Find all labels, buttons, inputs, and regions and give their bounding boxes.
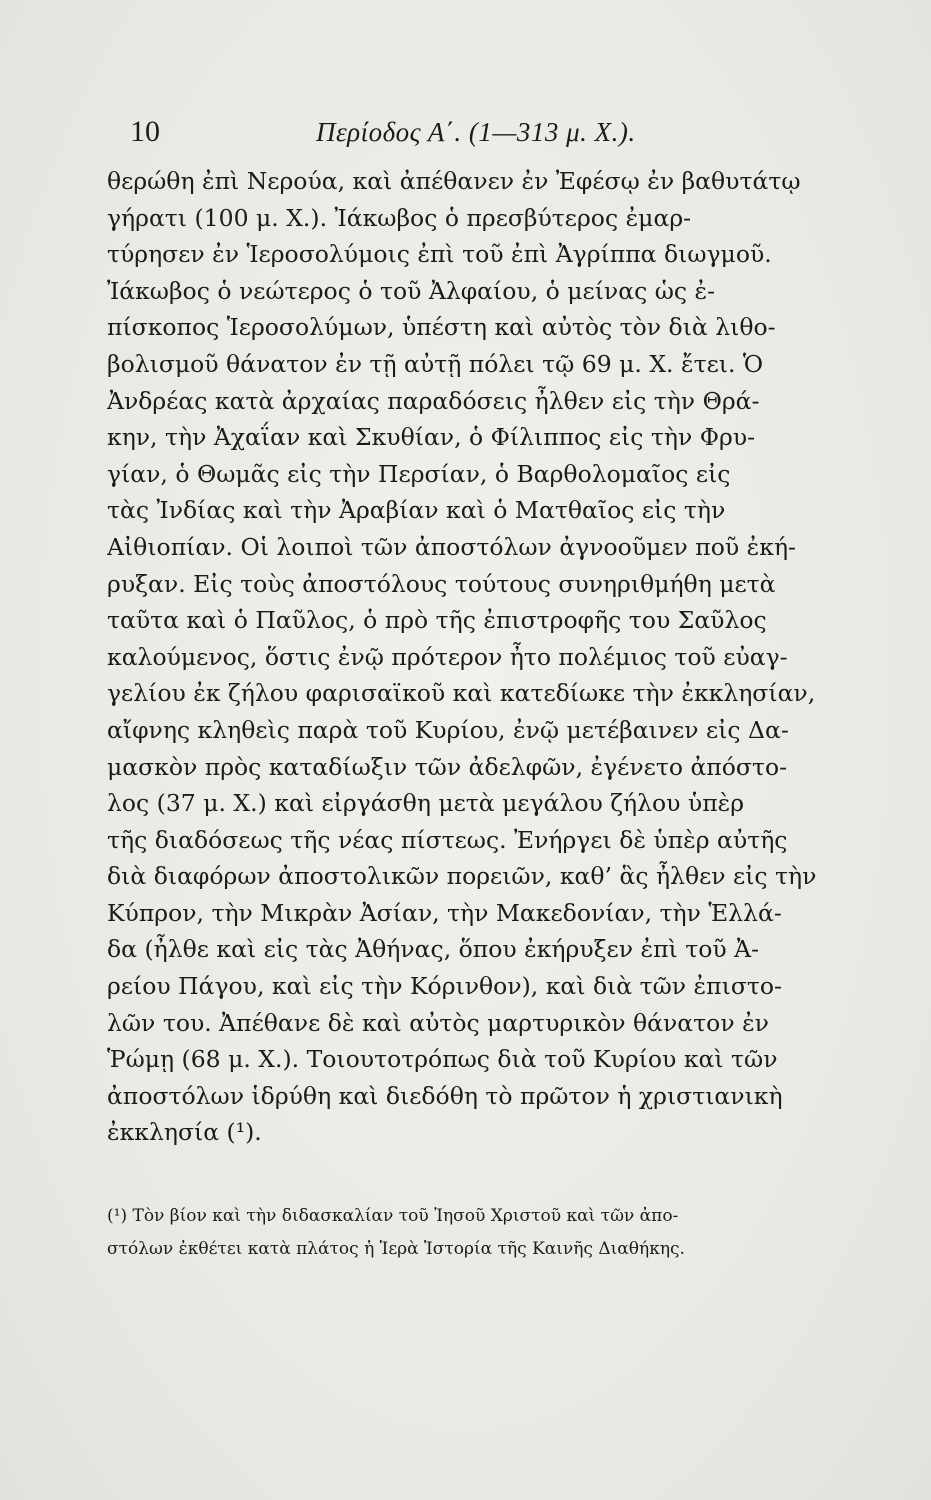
text-line: Ῥώμῃ (68 μ. Χ.). Τοιουτοτρόπως διὰ τοῦ Κυρίου καὶ τῶν xyxy=(107,1045,778,1074)
text-line: πίσκοπος Ἱεροσολύμων, ὑπέστη καὶ αὐτὸς τὸν διὰ λιθο- xyxy=(107,313,776,342)
text-line: ρυξαν. Εἰς τοὺς ἀποστόλους τούτους συνηριθμήθη μετὰ xyxy=(107,569,776,598)
running-head: Περίοδος Α΄. (1—313 μ. Χ.). xyxy=(316,117,636,147)
text-line: Ἰάκωβος ὁ νεώτερος ὁ τοῦ Ἀλφαίου, ὁ μείνας ὡς ἐ- xyxy=(107,276,716,305)
text-line: λος (37 μ. Χ.) καὶ εἰργάσθη μετὰ μεγάλου ζήλου ὑπὲρ xyxy=(107,789,745,818)
text-line: γίαν, ὁ Θωμᾶς εἰς τὴν Περσίαν, ὁ Βαρθολομαῖος εἰς xyxy=(107,459,731,488)
text-line: καλούμενος, ὅστις ἐνῷ πρότερον ἦτο πολέμιος τοῦ εὐαγ- xyxy=(107,642,788,671)
text-line: βολισμοῦ θάνατον ἐν τῇ αὐτῇ πόλει τῷ 69 μ. Χ. ἔτει. Ὁ xyxy=(107,349,764,378)
text-line: θερώθη ἐπὶ Νερούα, καὶ ἀπέθανεν ἐν Ἐφέσῳ ἐν βαθυτάτῳ xyxy=(107,167,801,195)
page-header xyxy=(130,112,830,152)
text-line: λῶν του. Ἀπέθανε δὲ καὶ αὐτὸς μαρτυρικὸν θάνατον ἐν xyxy=(107,1008,769,1037)
text-line: αἴφνης κληθεὶς παρὰ τοῦ Κυρίου, ἐνῷ μετέβαινεν εἰς Δα- xyxy=(107,715,789,744)
text-line: γήρατι (100 μ. Χ.). Ἰάκωβος ὁ πρεσβύτερος ἐμαρ- xyxy=(107,203,692,232)
main-text-block xyxy=(107,163,827,1151)
text-line: ἐκκλησία (¹). xyxy=(107,1118,262,1147)
text-line: Κύπρον, τὴν Μικρὰν Ἀσίαν, τὴν Μακεδονίαν, τὴν Ἑλλά- xyxy=(107,898,782,927)
text-line: κην, τὴν Ἀχαΐαν καὶ Σκυθίαν, ὁ Φίλιππος εἰς τὴν Φρυ- xyxy=(107,423,756,452)
text-line: τῆς διαδόσεως τῆς νέας πίστεως. Ἐνήργει δὲ ὑπὲρ αὐτῆς xyxy=(107,825,788,854)
text-line: γελίου ἐκ ζήλου φαρισαϊκοῦ καὶ κατεδίωκε τὴν ἐκκλησίαν, xyxy=(107,679,816,708)
page-number: 10 xyxy=(130,115,160,148)
text-line: διὰ διαφόρων ἀποστολικῶν πορειῶν, καθ’ ἃς ἦλθεν εἰς τὴν xyxy=(107,862,817,891)
text-line: τύρησεν ἐν Ἱεροσολύμοις ἐπὶ τοῦ ἐπὶ Ἀγρίππα διωγμοῦ. xyxy=(107,240,772,269)
text-line: Ἀνδρέας κατὰ ἀρχαίας παραδόσεις ἦλθεν εἰς τὴν Θρά- xyxy=(107,386,760,415)
text-line: δα (ἦλθε καὶ εἰς τὰς Ἀθήνας, ὅπου ἐκήρυξεν ἐπὶ τοῦ Ἀ- xyxy=(107,935,760,964)
footnote-block xyxy=(107,1200,827,1266)
text-line: Αἰθιοπίαν. Οἱ λοιποὶ τῶν ἀποστόλων ἀγνοοῦμεν ποῦ ἐκή- xyxy=(107,532,796,561)
text-line: ταῦτα καὶ ὁ Παῦλος, ὁ πρὸ τῆς ἐπιστροφῆς του Σαῦλος xyxy=(107,606,767,635)
text-line: τὰς Ἰνδίας καὶ τὴν Ἀραβίαν καὶ ὁ Ματθαῖος εἰς τὴν xyxy=(107,496,726,525)
text-line: ρείου Πάγου, καὶ εἰς τὴν Κόρινθον), καὶ διὰ τῶν ἐπιστο- xyxy=(107,972,782,1001)
footnote-line: στόλων ἐκθέτει κατὰ πλάτος ἡ Ἱερὰ Ἱστορία τῆς Καινῆς Διαθήκης. xyxy=(107,1239,685,1259)
text-line: μασκὸν πρὸς καταδίωξιν τῶν ἀδελφῶν, ἐγένετο ἀπόστο- xyxy=(107,752,788,781)
footnote-line: (¹) Τὸν βίον καὶ τὴν διδασκαλίαν τοῦ Ἰησοῦ Χριστοῦ καὶ τῶν ἀπο- xyxy=(107,1206,679,1226)
text-line: ἀποστόλων ἱδρύθη καὶ διεδόθη τὸ πρῶτον ἡ χριστιανικὴ xyxy=(107,1081,783,1110)
